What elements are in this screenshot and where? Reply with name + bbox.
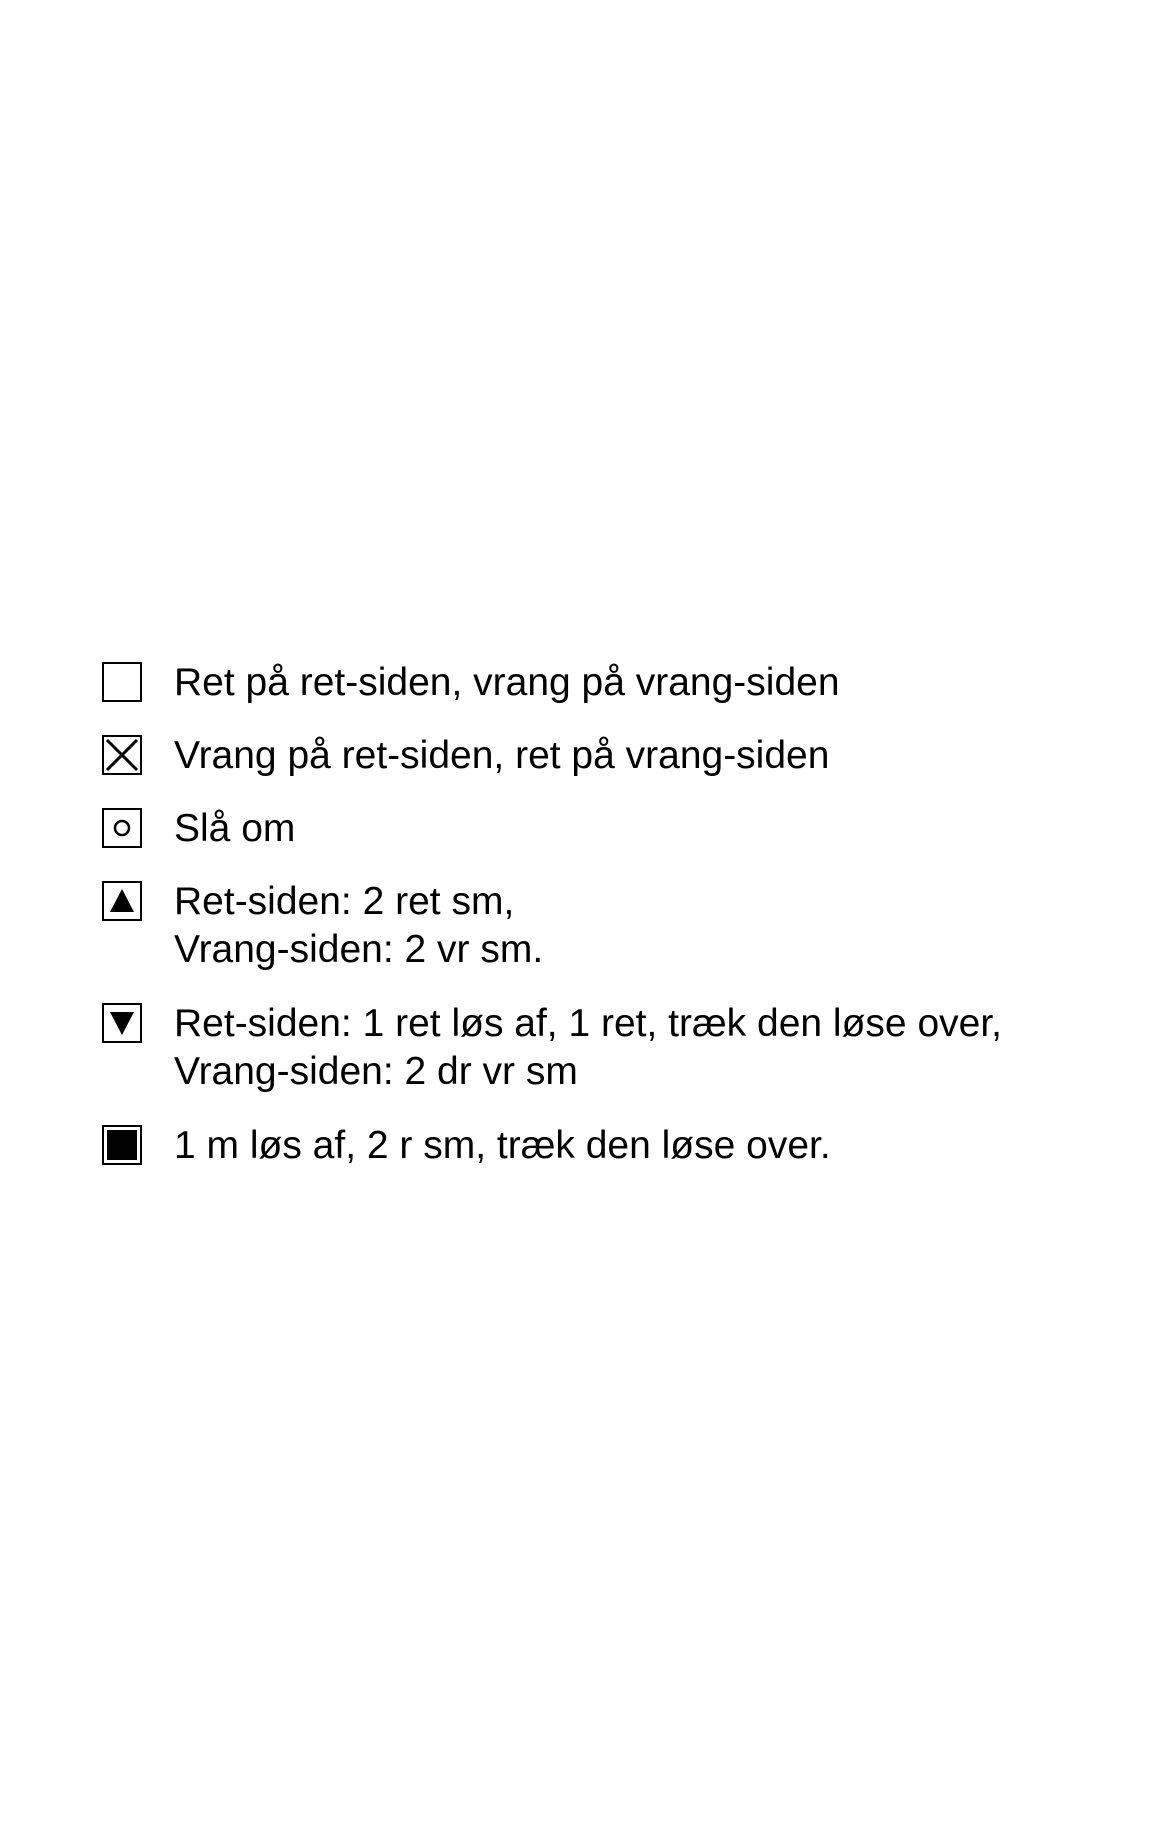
legend-label: Ret på ret-siden, vrang på vrang-siden (174, 661, 840, 704)
legend-label: Vrang på ret-siden, ret på vrang-siden (174, 734, 830, 777)
legend-label: 1 m løs af, 2 r sm, træk den løse over. (174, 1124, 831, 1167)
circle-square-icon (102, 808, 142, 848)
legend-label: Ret-siden: 1 ret løs af, 1 ret, træk den løse over, Vrang-siden: 2 dr vr sm (174, 1002, 1002, 1093)
legend-label: Slå om (174, 807, 296, 850)
down-triangle-square-icon (102, 1003, 142, 1043)
legend-label: Ret-siden: 2 ret sm, Vrang-siden: 2 vr sm. (174, 880, 544, 971)
cross-square-icon (102, 735, 142, 775)
empty-square-icon (102, 662, 142, 702)
up-triangle-square-icon (102, 881, 142, 921)
filled-square-icon (102, 1125, 142, 1165)
